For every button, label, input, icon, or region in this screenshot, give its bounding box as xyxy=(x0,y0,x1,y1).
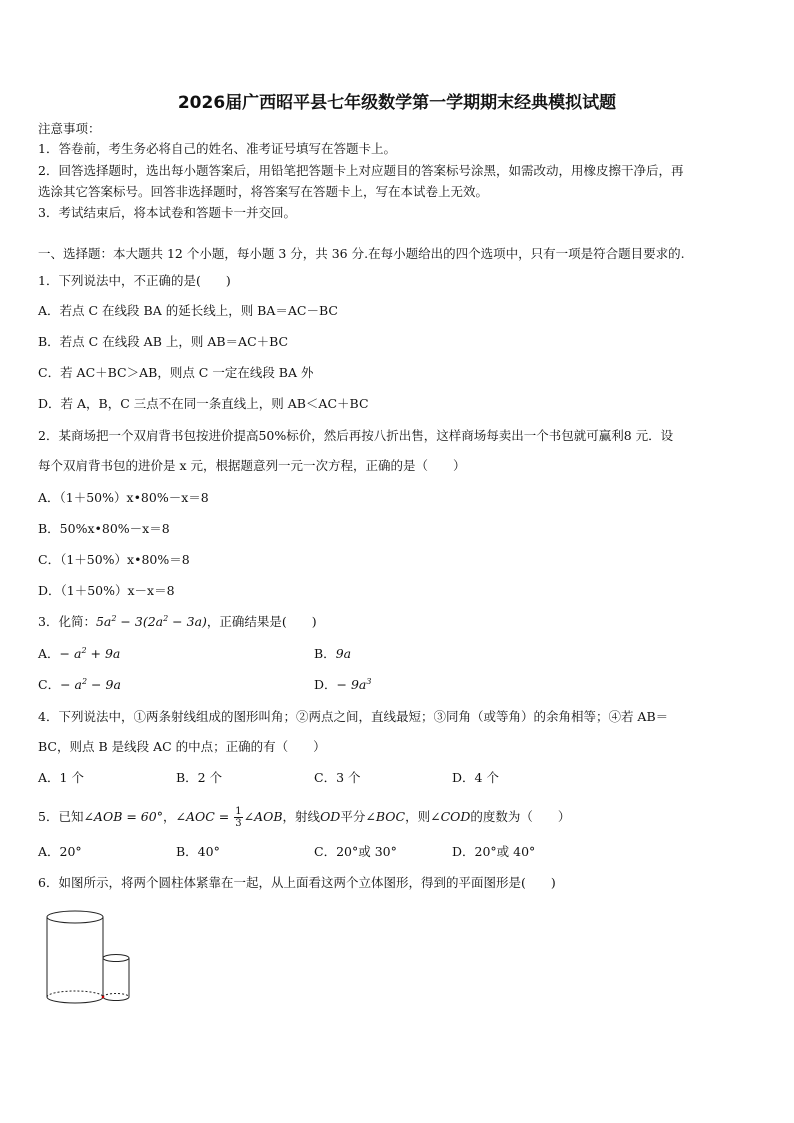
q4-option-d: D．4 个 xyxy=(452,770,499,785)
cylinders-figure xyxy=(40,906,140,1008)
q1-stem: 1．下列说法中，不正确的是( ) xyxy=(38,273,231,288)
q2-option-b: B．50%x•80%－x＝8 xyxy=(38,521,170,536)
q2-stem-cont: 每个双肩背书包的进价是 x 元，根据题意列一元一次方程，正确的是（ ） xyxy=(38,458,466,473)
q2-stem: 2．某商场把一个双肩背书包按进价提高50%标价，然后再按八折出售，这样商场每卖出一个书包就可赢利8 元．设 xyxy=(38,428,674,443)
q6-stem: 6．如图所示，将两个圆柱体紧靠在一起，从上面看这两个立体图形，得到的平面图形是( ) xyxy=(38,875,556,890)
notice-heading: 注意事项： xyxy=(38,121,101,136)
notice-item: 选涂其它答案标号。回答非选择题时，将答案写在答题卡上，写在本试卷上无效。 xyxy=(38,184,489,199)
q3-stem: 3．化简：$5a^2 - 3(2a^2 - 3a)$，正确结果是( ) xyxy=(38,614,317,629)
q3-option-c: C．− $a^2 - 9a$ xyxy=(38,677,121,692)
q3-option-b: B．9a xyxy=(314,646,352,661)
notice-item: 2．回答选择题时，选出每小题答案后，用铅笔把答题卡上对应题目的答案标号涂黑，如需改动，用橡皮擦干净后，再 xyxy=(38,163,684,178)
q4-stem-cont: BC，则点 B 是线段 AC 的中点；正确的有（ ） xyxy=(38,739,326,754)
q5-stem: 5．已知∠AOB = 60°，∠AOC = $\frac{1}{3}$ ∠AOB，射线OD平分∠BOC，则∠COD的度数为（ ） xyxy=(38,806,571,829)
q1-option-d: D．若 A，B，C 三点不在同一条直线上，则 AB＜AC＋BC xyxy=(38,396,369,411)
q2-option-a: A．（1＋50%）x•80%－x＝8 xyxy=(38,490,209,505)
q5-option-b: B．40° xyxy=(176,844,220,859)
q2-option-c: C．（1＋50%）x•80%＝8 xyxy=(38,552,190,567)
q4-stem: 4．下列说法中，①两条射线组成的图形叫角；②两点之间，直线最短；③同角（或等角）的余角相等；④若 AB＝ xyxy=(38,709,669,724)
q5-option-a: A．20° xyxy=(38,844,82,859)
q3-option-a: A．− $a^2 + 9a$ xyxy=(38,646,121,661)
q5-option-c: C．20°或 30° xyxy=(314,844,397,859)
q3-option-d: D．− $9a^3$ xyxy=(314,677,372,692)
notice-item: 3．考试结束后，将本试卷和答题卡一并交回。 xyxy=(38,205,296,220)
q4-option-c: C．3 个 xyxy=(314,770,361,785)
page-title: 2026届广西昭平县七年级数学第一学期期末经典模拟试题 xyxy=(177,93,617,113)
q1-option-a: A．若点 C 在线段 BA 的延长线上，则 BA＝AC－BC xyxy=(38,303,338,318)
q4-option-a: A．1 个 xyxy=(38,770,84,785)
q1-option-c: C．若 AC＋BC＞AB，则点 C 一定在线段 BA 外 xyxy=(38,365,314,380)
notice-item: 1．答卷前，考生务必将自己的姓名、准考证号填写在答题卡上。 xyxy=(38,141,396,156)
one-third-fraction: $\frac{1}{3}$ xyxy=(235,806,242,829)
q5-option-d: D．20°或 40° xyxy=(452,844,536,859)
q1-option-b: B．若点 C 在线段 AB 上，则 AB＝AC＋BC xyxy=(38,334,289,349)
q2-option-d: D．（1＋50%）x－x＝8 xyxy=(38,583,175,598)
section-heading: 一、选择题：本大题共 12 个小题，每小题 3 分，共 36 分.在每小题给出的四个选项中，只有一项是符合题目要求的. xyxy=(38,246,685,261)
q4-option-b: B．2 个 xyxy=(176,770,223,785)
